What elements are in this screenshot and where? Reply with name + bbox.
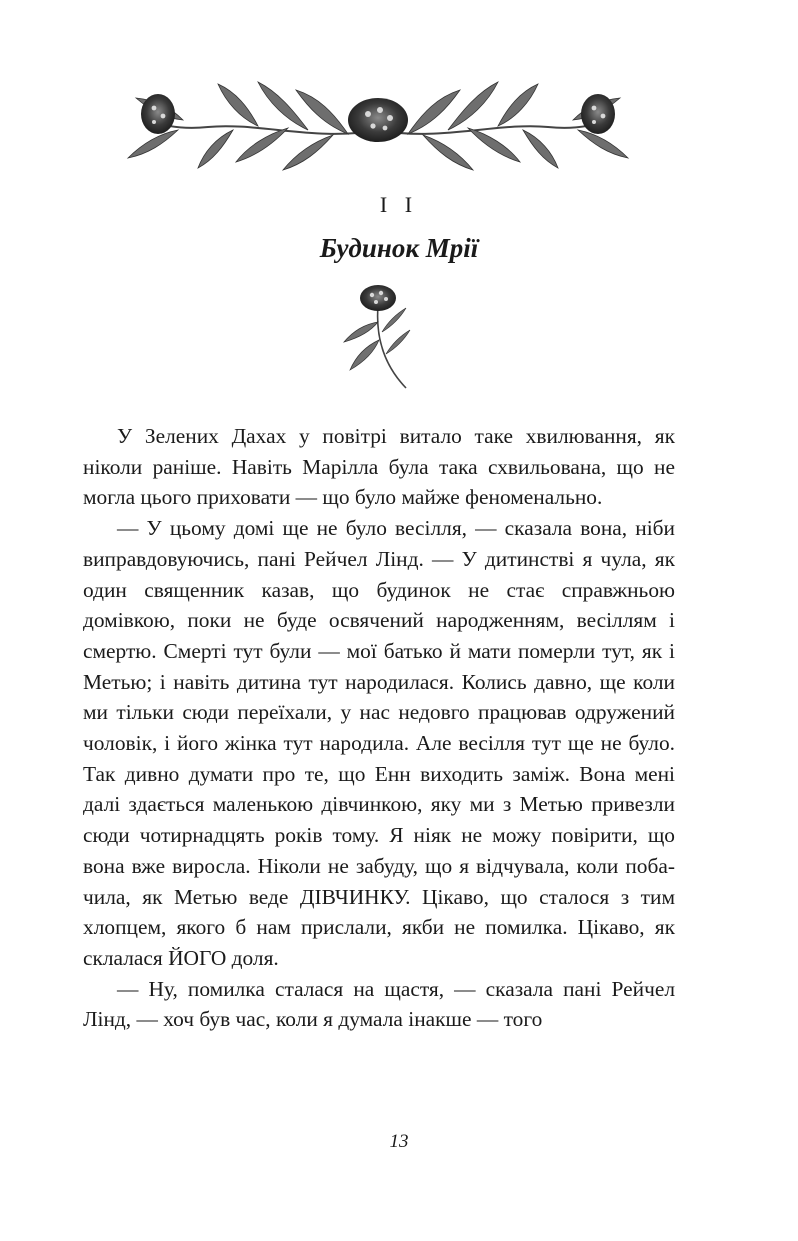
paragraph: — У цьому домі ще не було весілля, — сказала вона, ніби виправдовуючись, пані Рейчел Лінд. — У дитинстві я чула, як один священник казав, що будинок не стає справжньою домівкою, поки не буде освячений народженням, весіллям і смертю. Смерті тут були — мої батько й мати померли тут, як і Метью; і навіть дитина тут народилася. Колись давно, ще коли ми тільки сюди переїхали, у нас недовго працював одружений чоловік, і його жінка тут народила. Але весілля тут ще не було. Так дивно думати про те, що Енн виходить заміж. Вона мені далі здається маленькою дівчинкою, яку ми з Метью привезли сюди чотирнадцять років тому. Я ніяк не можу повірити, що вона вже виросла. Ніколи не забуду, що я відчувала, коли побачила, як Метью веде ДІВЧИНКУ. Цікаво, що сталося з тим хлопцем, якого б нам прислали, якби не помилка. Цікаво, як склалася ЙОГО доля. xyxy=(83,516,675,970)
chapter-title: Будинок Мрії xyxy=(319,233,479,263)
flower-sprig-icon xyxy=(336,282,416,392)
paragraph: У Зелених Дахах у повітрі витало таке хвилювання, як ніколи раніше. Навіть Марілла була така схвильована, що не могла цього приховати — що було майже феноменально. xyxy=(83,424,675,510)
floral-garland-icon xyxy=(118,72,638,184)
body-text xyxy=(83,421,675,1035)
paragraph: — Ну, помилка сталася на щастя, — сказала пані Рейчел Лінд, — хоч був час, коли я думала інакше — того xyxy=(83,976,675,1032)
page-number: 13 xyxy=(389,1131,409,1152)
chapter-number: I I xyxy=(379,192,419,217)
